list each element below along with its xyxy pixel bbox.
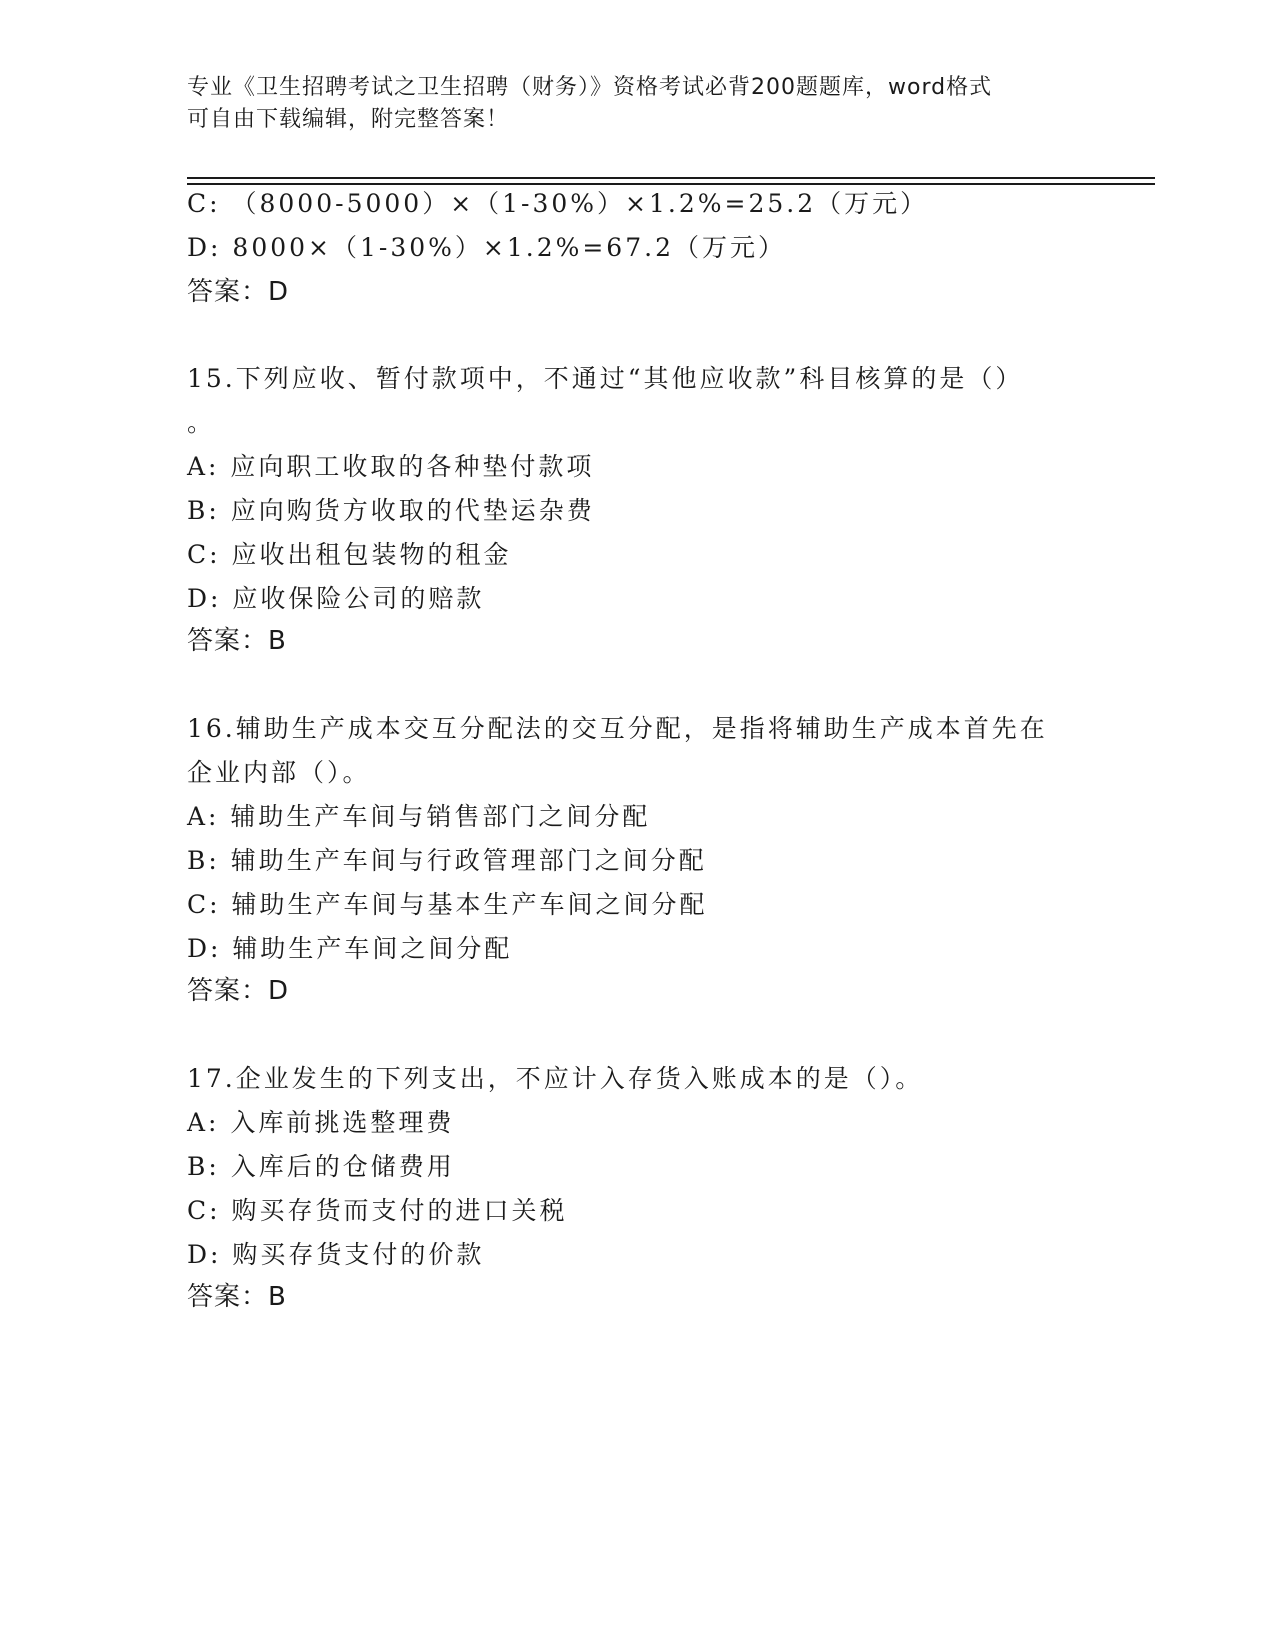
header-divider-top (187, 177, 1155, 179)
question-15-stem-line1: 15.下列应收、暂付款项中，不通过“其他应收款”科目核算的是（） (187, 364, 1024, 393)
question-16-option-b: B: 辅助生产车间与行政管理部门之间分配 (187, 846, 707, 875)
header-divider-bottom (187, 183, 1155, 185)
question-17-option-c: C: 购买存货而支付的进口关税 (187, 1196, 568, 1225)
prev-option-d: D: 8000×（1-30%）×1.2%=67.2（万元） (187, 233, 786, 262)
question-16-answer: 答案：D (187, 976, 290, 1006)
question-17-option-a: A: 入库前挑选整理费 (187, 1108, 455, 1137)
document-header (187, 72, 1087, 136)
question-16-option-c: C: 辅助生产车间与基本生产车间之间分配 (187, 890, 708, 919)
question-16-stem-line2: 企业内部（）。 (187, 758, 371, 787)
question-15-option-a: A: 应向职工收取的各种垫付款项 (187, 452, 595, 481)
header-line-2: 可自由下载编辑，附完整答案！ (187, 107, 510, 132)
question-16-stem-line1: 16.辅助生产成本交互分配法的交互分配，是指将辅助生产成本首先在 (187, 714, 1048, 743)
question-16-option-a: A: 辅助生产车间与销售部门之间分配 (187, 802, 651, 831)
prev-answer: 答案：D (187, 277, 290, 307)
question-17-option-d: D: 购买存货支付的价款 (187, 1240, 485, 1269)
header-line-1: 专业《卫生招聘考试之卫生招聘（财务）》资格考试必背200题题库，word格式 (187, 75, 993, 100)
question-15-option-b: B: 应向购货方收取的代垫运杂费 (187, 496, 595, 525)
question-15-option-d: D: 应收保险公司的赔款 (187, 584, 485, 613)
question-17-answer: 答案：B (187, 1282, 287, 1312)
question-15-answer: 答案：B (187, 626, 287, 656)
question-15-option-c: C: 应收出租包装物的租金 (187, 540, 512, 569)
question-17-stem-line1: 17.企业发生的下列支出，不应计入存货入账成本的是（）。 (187, 1064, 924, 1093)
question-16-option-d: D: 辅助生产车间之间分配 (187, 934, 513, 963)
question-17-option-b: B: 入库后的仓储费用 (187, 1152, 455, 1181)
prev-option-c: C: （8000-5000）×（1-30%）×1.2%=25.2（万元） (187, 189, 929, 218)
question-15-stem-line2: 。 (187, 408, 216, 437)
